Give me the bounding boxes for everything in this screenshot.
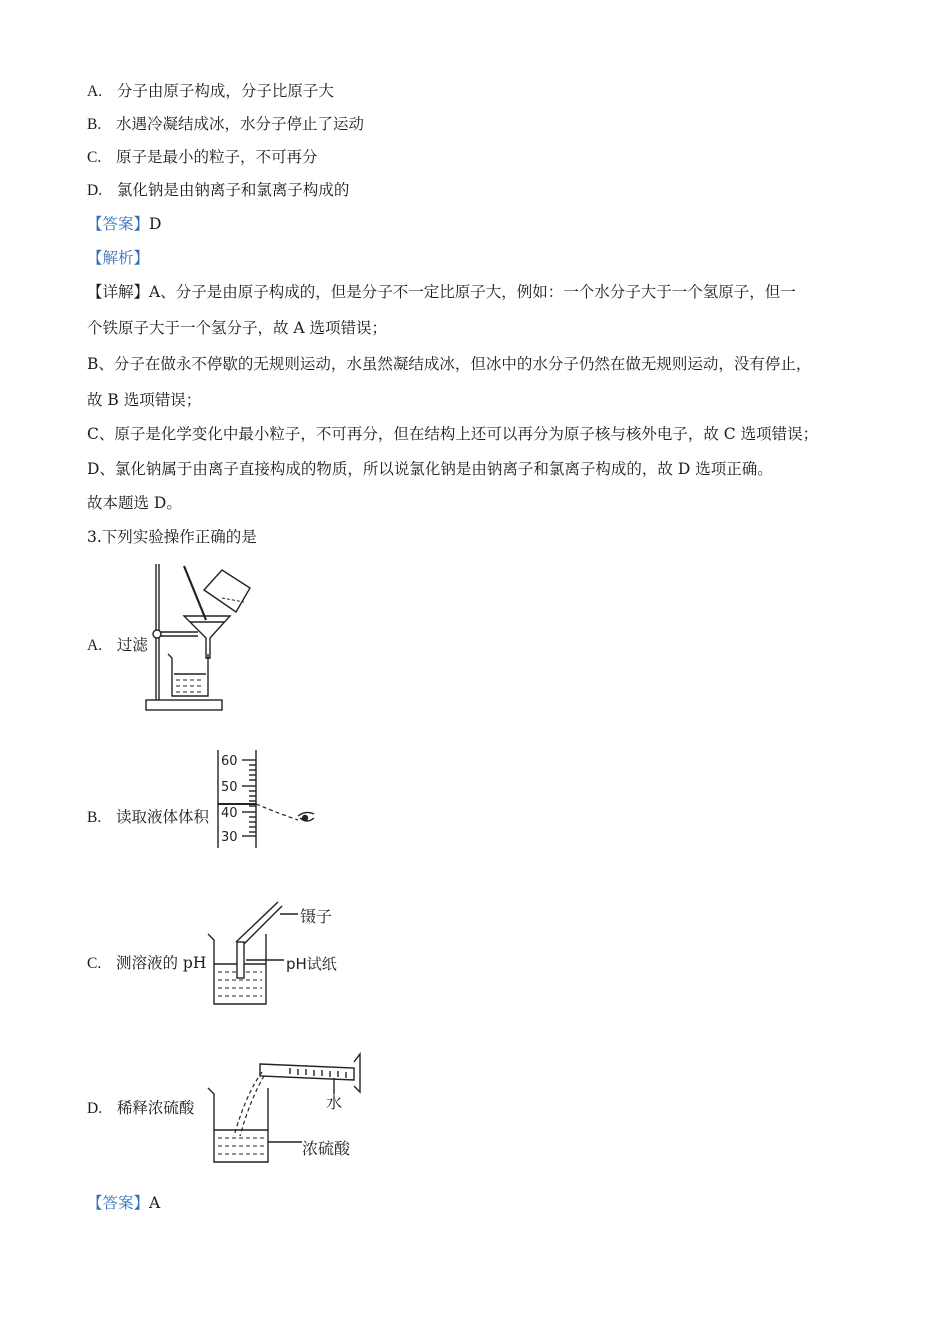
detail-text: 个铁原子大于一个氢分子，故 A 选项错误； <box>87 319 388 337</box>
water-label: 水 <box>326 1093 343 1112</box>
measure-ph-figure <box>206 898 346 1010</box>
detail-text: C、原子是化学变化中最小粒子，不可再分，但在结构上还可以再分为原子核与核外电子，故 C 选项错误； <box>87 425 819 443</box>
q3-option-d <box>87 1097 194 1120</box>
question-stem: 3.下列实验操作正确的是 <box>87 528 257 546</box>
q3-answer <box>87 1192 160 1214</box>
option-label: D. <box>87 182 103 199</box>
option-label: B. <box>87 116 102 133</box>
q2-answer <box>87 213 161 235</box>
q3-option-b <box>87 806 209 829</box>
option-text: 分子由原子构成，分子比原子大 <box>116 82 334 100</box>
answer-value: D <box>149 215 162 233</box>
detail-text: 故 B 选项错误； <box>87 391 202 409</box>
option-label: C. <box>87 955 102 972</box>
detail-tag: 【详解】 <box>87 283 150 301</box>
q3-stem <box>87 526 257 548</box>
q2-option-a <box>87 80 334 103</box>
q2-option-d <box>87 179 349 202</box>
acid-label: 浓硫酸 <box>302 1139 351 1158</box>
detail-text: D、氯化钠属于由离子直接构成的物质，所以说氯化钠是由钠离子和氯离子构成的，故 D 选项正确。 <box>87 460 773 478</box>
tick-label: 50 <box>221 780 238 795</box>
option-text: 水遇冷凝结成冰，水分子停止了运动 <box>116 115 365 133</box>
tick-label: 40 <box>221 806 238 821</box>
ph-paper-label: pH试纸 <box>286 955 337 973</box>
dilute-acid-figure <box>206 1050 366 1166</box>
option-text: 过滤 <box>116 636 148 654</box>
option-label: A. <box>87 637 103 654</box>
q2-detail-line-1 <box>87 281 796 303</box>
detail-text: A、分子是由原子构成的，但是分子不一定比原子大，例如：一个水分子大于一个氢原子，但一 <box>149 283 796 301</box>
q3-option-c <box>87 952 206 975</box>
option-text: 稀释浓硫酸 <box>116 1099 195 1117</box>
tweezers-label: 镊子 <box>300 907 333 926</box>
option-label: C. <box>87 149 102 166</box>
q3-option-a <box>87 634 148 657</box>
tick-label: 60 <box>221 754 238 769</box>
answer-tag: 【答案】 <box>87 215 150 233</box>
q2-detail-line-6 <box>87 458 773 480</box>
analysis-tag: 【解析】 <box>87 249 150 267</box>
q2-detail-line-5 <box>87 423 818 445</box>
option-text: 读取液体体积 <box>116 808 210 826</box>
option-label: B. <box>87 809 102 826</box>
q2-detail-line-4 <box>87 389 201 411</box>
q2-detail-line-3 <box>87 353 811 375</box>
read-volume-figure <box>210 748 328 850</box>
option-text: 原子是最小的粒子，不可再分 <box>116 148 318 166</box>
option-text: 氯化钠是由钠离子和氯离子构成的 <box>116 181 350 199</box>
q2-option-b <box>87 113 364 136</box>
detail-text: B、分子在做永不停歇的无规则运动，水虽然凝结成冰，但冰中的水分子仍然在做无规则运动，没有停止， <box>87 355 812 373</box>
filtration-figure <box>140 562 280 714</box>
detail-text: 故本题选 D。 <box>87 494 182 512</box>
option-label: D. <box>87 1100 103 1117</box>
option-label: A. <box>87 83 103 100</box>
q2-analysis <box>87 247 149 269</box>
tick-label: 30 <box>221 830 238 845</box>
q2-detail-line-2 <box>87 317 387 339</box>
q2-option-c <box>87 146 318 169</box>
q2-detail-line-7 <box>87 492 182 514</box>
option-text: 测溶液的 pH <box>116 954 207 972</box>
answer-value: A <box>149 1194 161 1212</box>
answer-tag: 【答案】 <box>87 1194 150 1212</box>
